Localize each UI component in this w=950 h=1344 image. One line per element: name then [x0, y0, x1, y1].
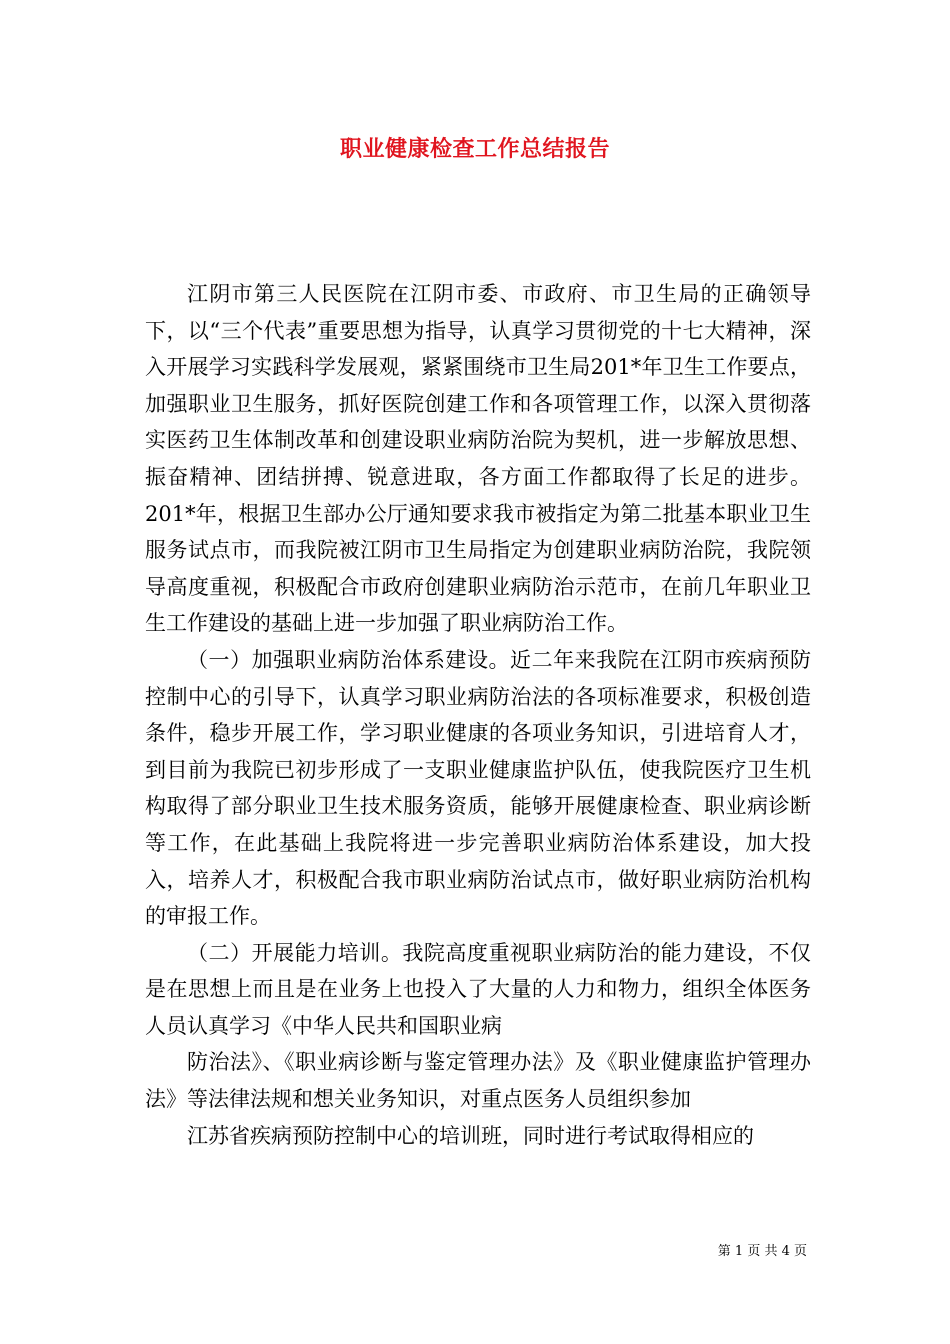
paragraph-section-1: （一）加强职业病防治体系建设。近二年来我院在江阴市疾病预防控制中心的引导下，认真学习职业病防治法的各项标准要求，积极创造条件，稳步开展工作，学习职业健康的各项业务知识，引进培育人才，到目前为我院已初步形成了一支职业健康监护队伍，使我院医疗卫生机构取得了部分职业卫生技术服务资质，能够开展健康检查、职业病诊断等工作，在此基础上我院将进一步完善职业病防治体系建设，加大投入，培养人才，积极配合我市职业病防治试点市，做好职业病防治机构的审报工作。	[145, 647, 811, 929]
paragraph-section-2-cont: 防治法》、《职业病诊断与鉴定管理办法》及《职业健康监护管理办法》等法律法规和想关业务知识，对重点医务人员组织参加	[145, 1050, 811, 1112]
document-body	[145, 276, 811, 1154]
paragraph-section-2: （二）开展能力培训。我院高度重视职业病防治的能力建设，不仅是在思想上而且是在业务上也投入了大量的人力和物力，组织全体医务人员认真学习《中华人民共和国职业病	[145, 940, 811, 1038]
page-number-footer: 第 1 页 共 4 页	[717, 1244, 807, 1259]
paragraph-section-2-cont-2: 江苏省疾病预防控制中心的培训班，同时进行考试取得相应的	[187, 1123, 754, 1148]
paragraph-intro: 江阴市第三人民医院在江阴市委、市政府、市卫生局的正确领导下，以“三个代表”重要思想为指导，认真学习贯彻党的十七大精神，深入开展学习实践科学发展观，紧紧围绕市卫生局201*年卫生工作要点，加强职业卫生服务，抓好医院创建工作和各项管理工作，以深入贯彻落实医药卫生体制改革和创建设职业病防治院为契机，进一步解放思想、振奋精神、团结拼搏、锐意进取，各方面工作都取得了长足的进步。201*年，根据卫生部办公厅通知要求我市被指定为第二批基本职业卫生服务试点市，而我院被江阴市卫生局指定为创建职业病防治院，我院领导高度重视，积极配合市政府创建职业病防治示范市，在前几年职业卫生工作建设的基础上进一步加强了职业病防治工作。	[145, 282, 811, 636]
document-title: 职业健康检查工作总结报告	[339, 136, 610, 162]
